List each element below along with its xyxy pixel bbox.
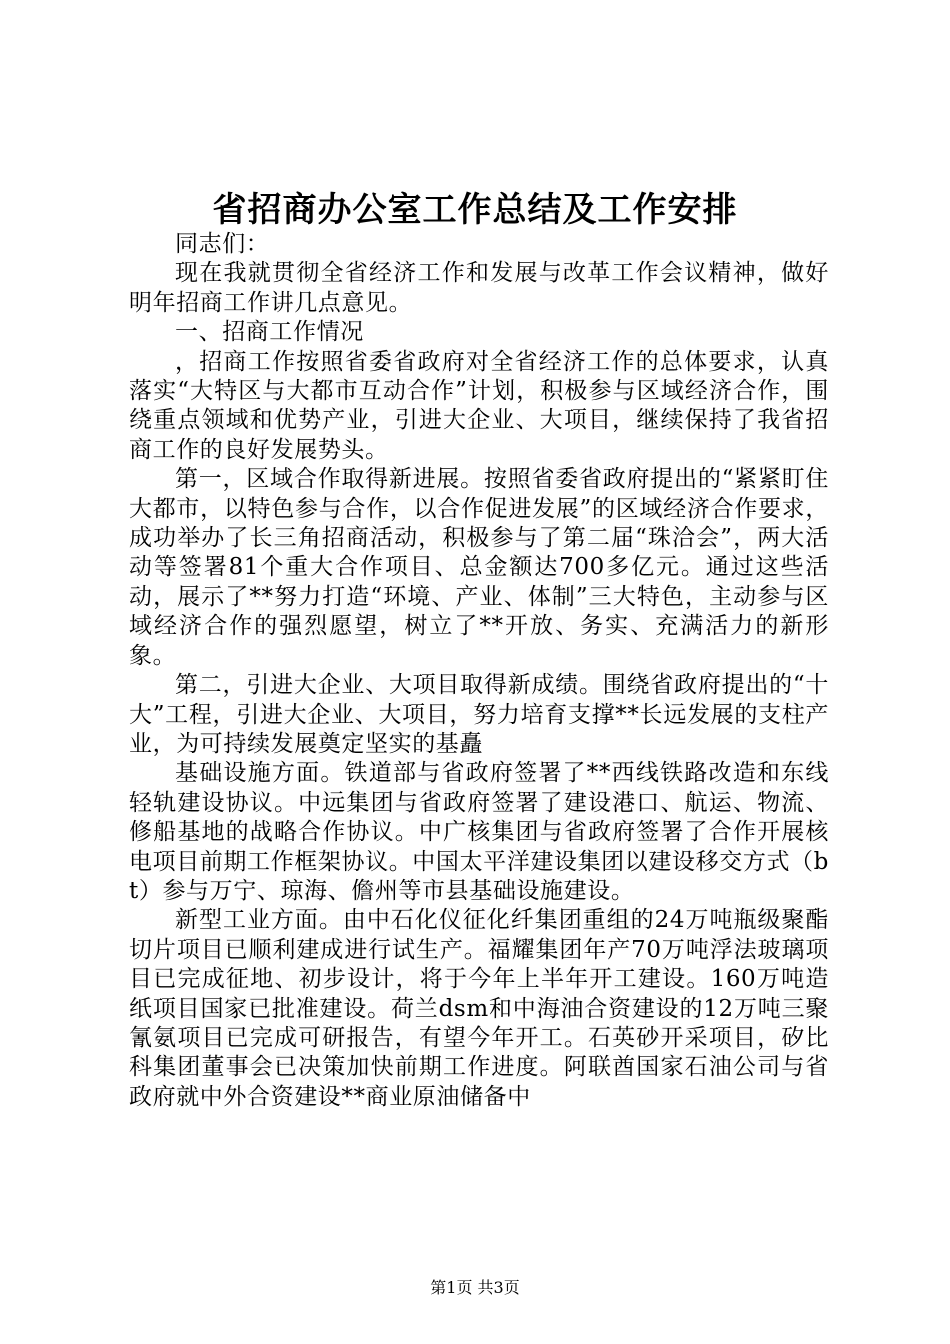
paragraph-point-one: 第一，区域合作取得新进展。按照省委省政府提出的“紧紧盯住大都市，以特色参与合作，以合作促进发展”的区域经济合作要求，成功举办了长三角招商活动，积极参与了第二届“珠洽会”，两大活动等签署81个重大合作项目、总金额达700多亿元。通过这些活动，展示了**努力打造“环境、产业、体制”三大特色，主动参与区域经济合作的强烈愿望，树立了**开放、务实、充满活力的新形象。 (129, 466, 829, 669)
paragraph-intro: 现在我就贯彻全省经济工作和发展与改革工作会议精神，做好明年招商工作讲几点意见。 (129, 260, 829, 316)
paragraph-infrastructure: 基础设施方面。铁道部与省政府签署了**西线铁路改造和东线轻轨建设协议。中远集团与省政府签署了建设港口、航运、物流、修船基地的战略合作协议。中广核集团与省政府签署了合作开展核电项目前期工作框架协议。中国太平洋建设集团以建设移交方式（bt）参与万宁、琼海、儋州等市县基础设施建设。 (129, 760, 829, 904)
paragraph-salutation: 同志们： (175, 231, 270, 257)
page-footer: 第1页 共3页 (430, 1278, 520, 1297)
document-title: 省招商办公室工作总结及工作安排 (212, 190, 738, 230)
document-body (129, 230, 829, 1112)
paragraph-point-two: 第二，引进大企业、大项目取得新成绩。围绕省政府提出的“十大”工程，引进大企业、大项目，努力培育支撑**长远发展的支柱产业，为可持续发展奠定坚实的基矗 (129, 672, 829, 757)
section-heading: 一、招商工作情况 (175, 319, 364, 346)
paragraph-industry: 新型工业方面。由中石化仪征化纤集团重组的24万吨瓶级聚酯切片项目已顺利建成进行试生产。福耀集团年产70万吨浮法玻璃项目已完成征地、初步设计，将于今年上半年开工建设。160万吨造纸项目国家已批准建设。荷兰dsm和中海油合资建设的12万吨三聚氰氨项目已完成可研报告，有望今年开工。石英砂开采项目，矽比科集团董事会已决策加快前期工作进度。阿联酋国家石油公司与省政府就中外合资建设**商业原油储备中 (129, 907, 829, 1110)
paragraph-overview: ，招商工作按照省委省政府对全省经济工作的总体要求，认真落实“大特区与大都市互动合作”计划，积极参与区域经济合作，围绕重点领域和优势产业，引进大企业、大项目，继续保持了我省招商工作的良好发展势头。 (129, 348, 829, 463)
